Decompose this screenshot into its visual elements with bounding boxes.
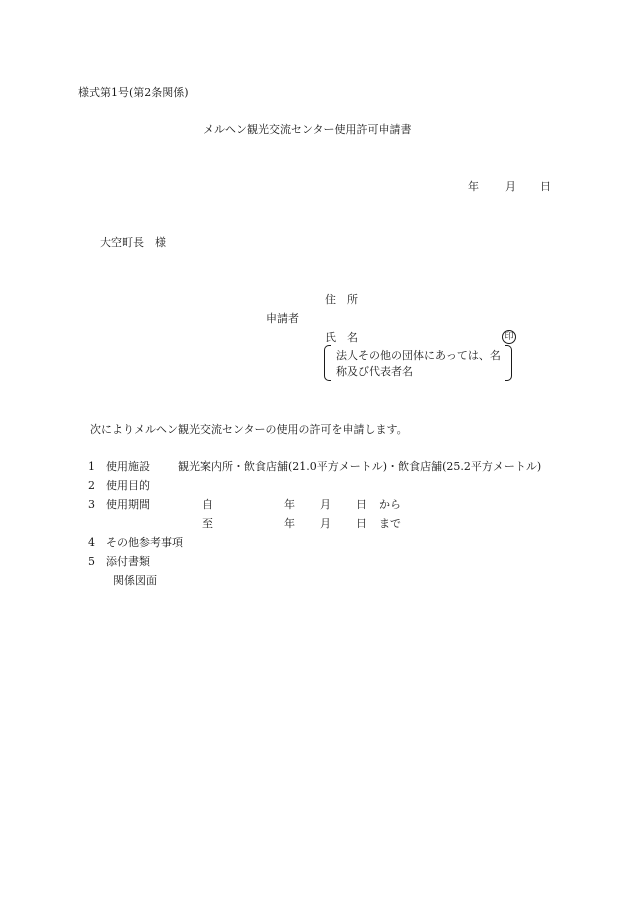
date-year-label: 年 [468, 180, 479, 193]
period-to-month: 月 [320, 517, 331, 530]
item-label: 使用期間 [106, 498, 150, 511]
period-from-year: 年 [284, 498, 295, 511]
period-to-year: 年 [284, 517, 295, 530]
item-label: 使用目的 [106, 479, 150, 492]
item-number: 3 [88, 498, 95, 511]
intro-text: 次によりメルヘン観光交流センターの使用の許可を申請します。 [90, 423, 408, 436]
period-to-day: 日 [356, 517, 367, 530]
right-bracket [505, 345, 512, 381]
addressee: 大空町長 様 [100, 236, 166, 249]
name-label: 氏 名 [325, 331, 358, 344]
period-from-label: 自 [202, 498, 213, 511]
item-label: その他参考事項 [106, 536, 183, 549]
period-to-label: 至 [202, 517, 213, 530]
date-month-label: 月 [505, 180, 516, 193]
item-label: 使用施設 [106, 460, 150, 473]
corporate-note [324, 345, 512, 381]
item-number: 1 [88, 460, 95, 473]
item-number: 5 [88, 555, 95, 568]
note-line-2: 称及び代表者名 [336, 365, 413, 378]
period-from-month: 月 [320, 498, 331, 511]
left-bracket [324, 345, 331, 381]
form-number: 様式第1号(第2条関係) [78, 86, 189, 99]
item-number: 4 [88, 536, 95, 549]
facility-value: 観光案内所・飲食店舗(21.0平方メートル)・飲食店舗(25.2平方メートル) [178, 460, 542, 473]
period-to-suffix: まで [379, 517, 401, 530]
period-from-day: 日 [356, 498, 367, 511]
address-label: 住 所 [325, 293, 358, 306]
note-line-1: 法人その他の団体にあっては、名 [336, 349, 501, 362]
period-from-suffix: から [379, 498, 401, 511]
applicant-label: 申請者 [266, 312, 299, 325]
seal-mark: 印 [502, 330, 516, 344]
attachment-name: 関係図面 [113, 574, 157, 587]
item-number: 2 [88, 479, 95, 492]
date-day-label: 日 [540, 180, 551, 193]
item-label: 添付書類 [106, 555, 150, 568]
document-title: メルヘン観光交流センター使用許可申請書 [203, 123, 412, 136]
